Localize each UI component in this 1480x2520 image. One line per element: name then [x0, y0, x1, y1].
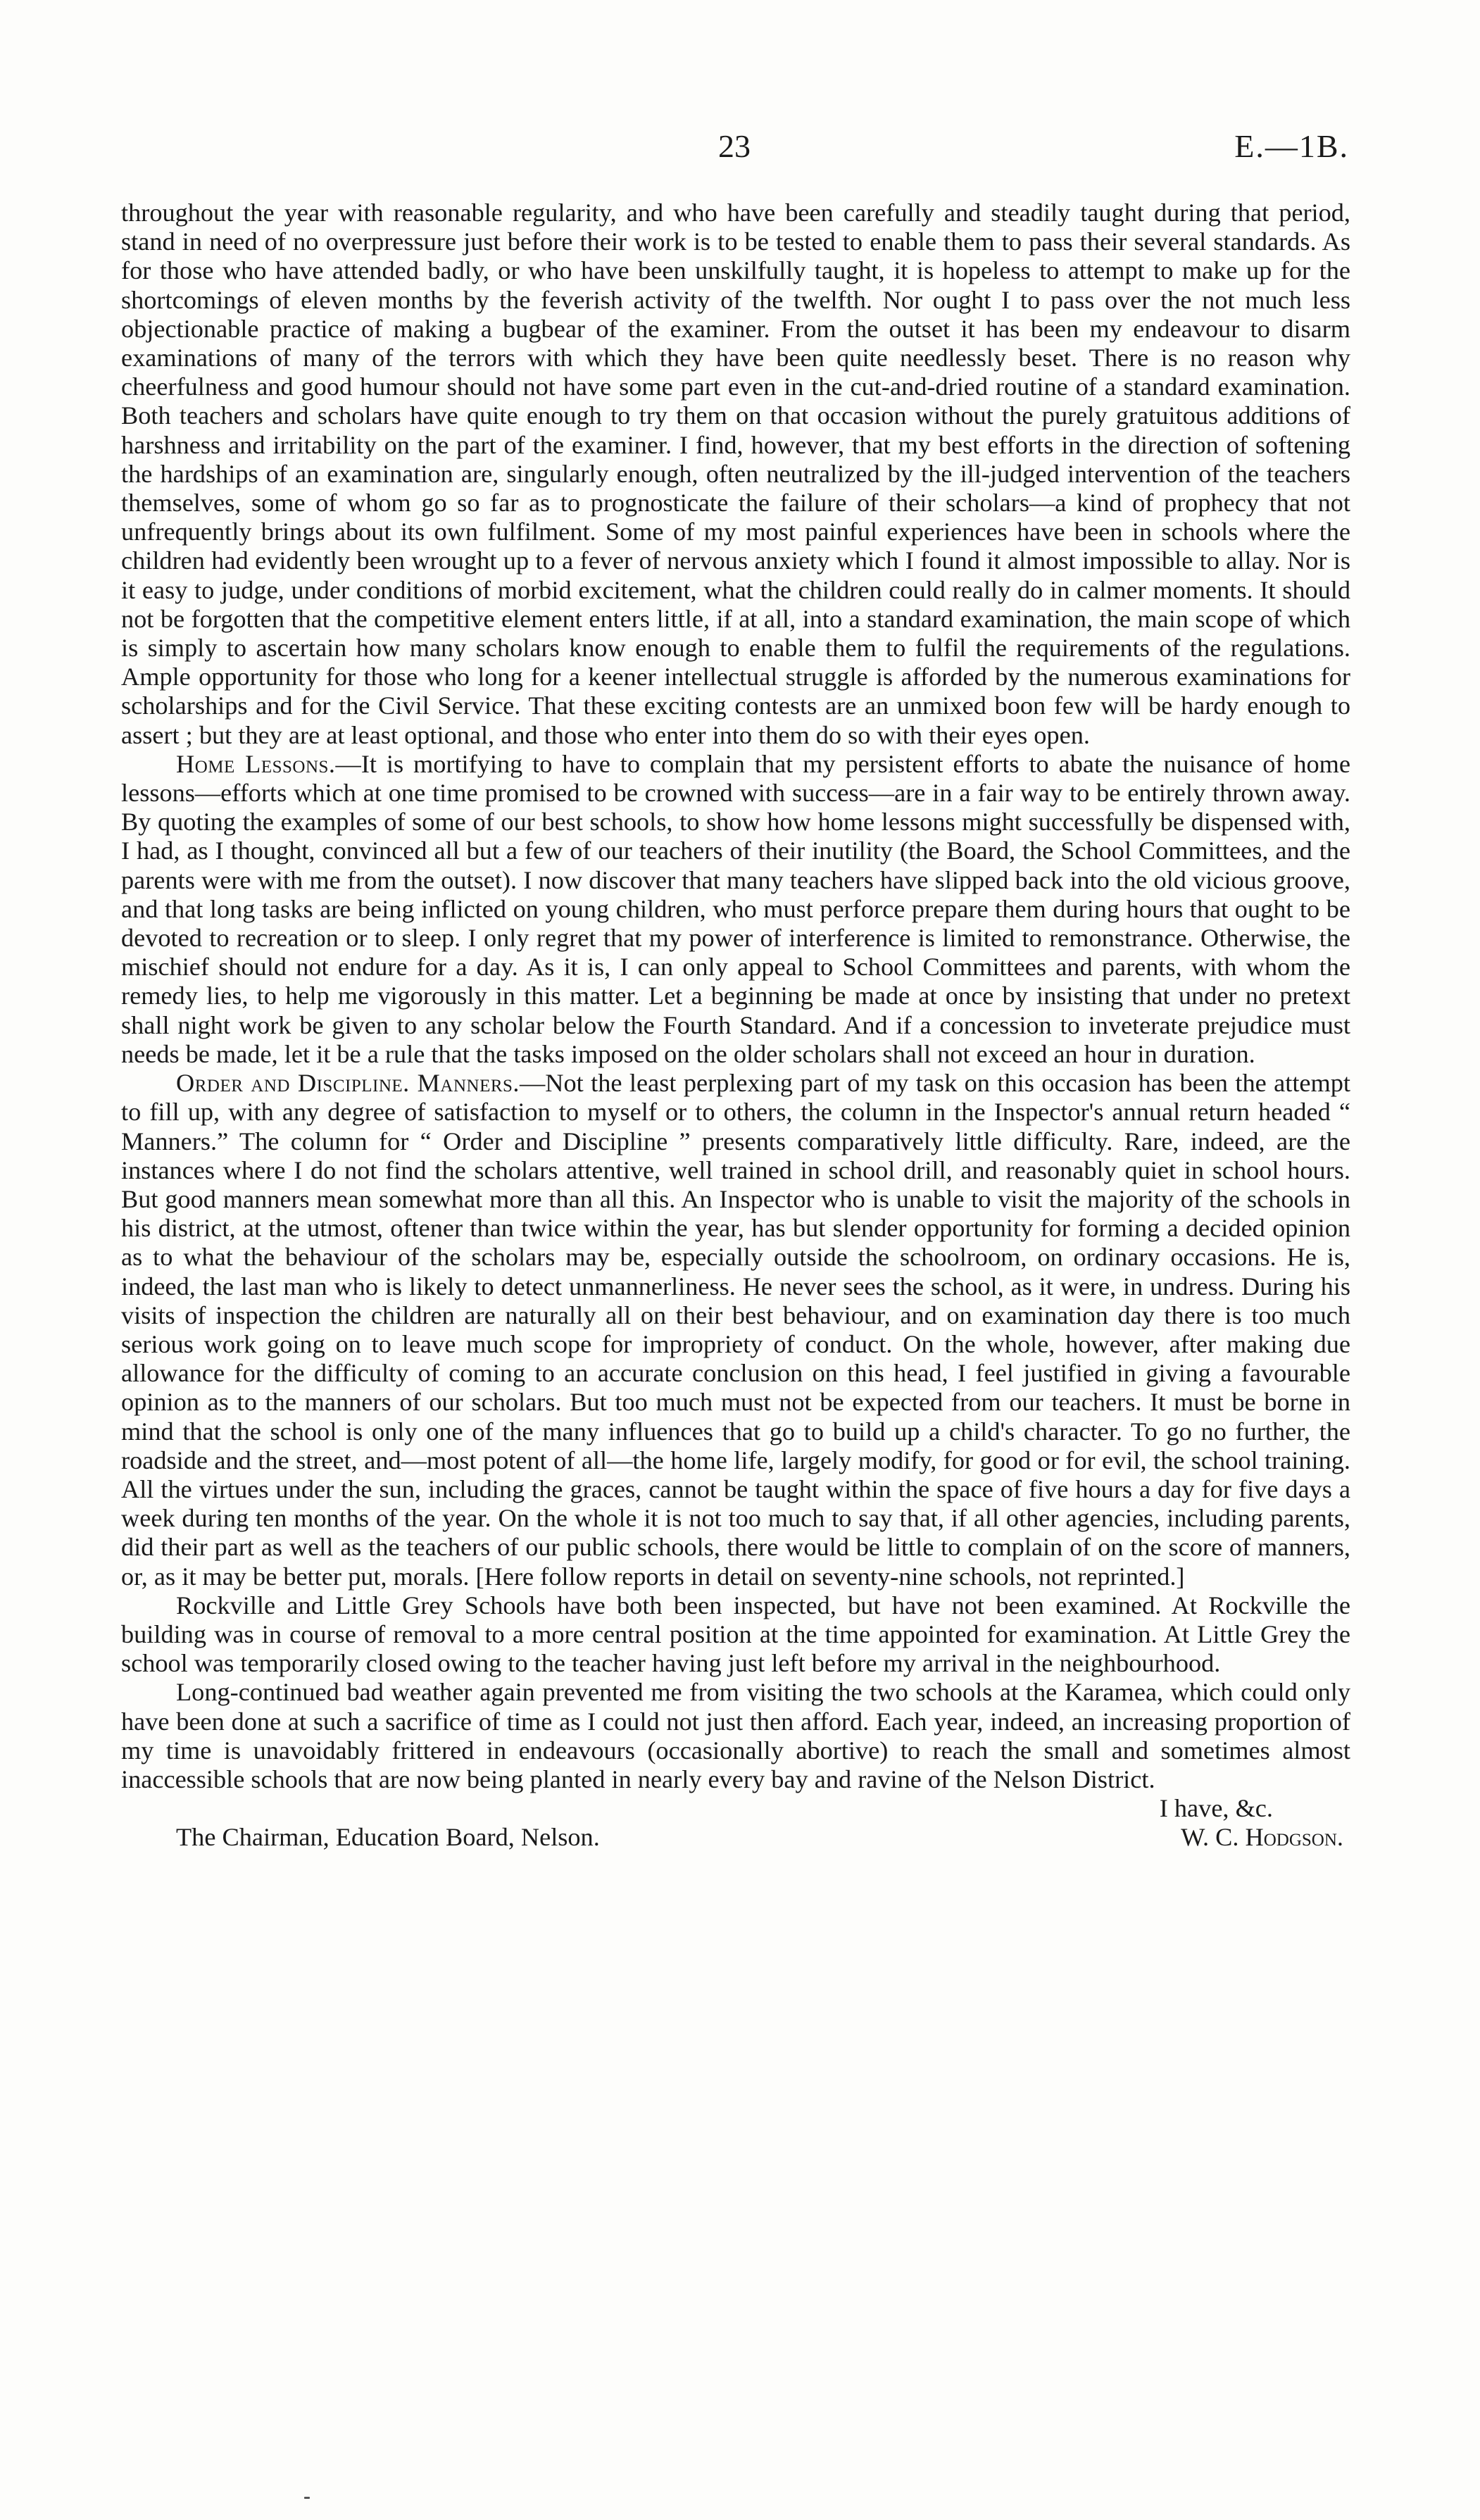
signoff-line	[121, 1823, 1350, 1852]
addressee: The Chairman, Education Board, Nelson.	[176, 1823, 600, 1852]
report-body	[121, 199, 1350, 1853]
paragraph-karamea-text: Long-continued bad weather again prevented me from visiting the two schools at the Karamea, which could only have been done at such a sacrifice of time as I could not just then afford. Each year, indeed, an increasing proportion of my time is unavoidably frittered in endeavours (occasionally abortive) to reach the small and sometimes almost inaccessible schools that are now being planted in nearly every bay and ravine of the Nelson District.	[121, 1678, 1350, 1793]
paragraph-order-discipline-text: —Not the least perplexing part of my task on this occasion has been the attempt to fill up, with any degree of satisfaction to myself or to others, the column in the Inspector's annual return headed “ Manners.” The column for “ Order and Discipline ” presents comparatively little difficulty. Rare, indeed, are the instances where I do not find the scholars attentive, well trained in school drill, and reasonably quiet in school hours. But good manners mean somewhat more than all this. An Inspector who is unable to visit the majority of the schools in his district, at the utmost, oftener than twice within the year, has but slender opportunity for forming a decided opinion as to what the behaviour of the scholars may be, especially outside the schoolroom, on ordinary occasions. He is, indeed, the last man who is likely to detect unmannerliness. He never sees the school, as it were, in undress. During his visits of inspection the children are naturally all on their best behaviour, and on examination day there is too much serious work going on to leave much scope for impropriety of conduct. On the whole, however, after making due allowance for the difficulty of coming to an accurate conclusion on this head, I feel justified in giving a favourable opinion as to the manners of our scholars. But too much must not be expected from our teachers. It must be borne in mind that the school is only one of the many influences that go to build up a child's character. To go no further, the roadside and the street, and—most potent of all—the home life, largely modify, for good or for evil, the school training. All the virtues under the sun, including the graces, cannot be taught within the space of five hours a day for five days a week during ten months of the year. On the whole it is not too much to say that, if all other agencies, including parents, did their part as well as the teachers of our public schools, there would be little to complain of on the score of manners, or, as it may be better put, morals. [Here follow reports in detail on seventy-nine schools, not reprinted.]	[121, 1069, 1350, 1591]
scan-speck	[304, 2497, 310, 2499]
page-number: 23	[718, 128, 751, 164]
document-reference: E.—1B.	[1234, 128, 1349, 164]
paragraph-home-lessons	[121, 750, 1350, 1069]
paragraph-karamea	[121, 1678, 1350, 1794]
section-heading-order-discipline: Order and Discipline. Manners.	[176, 1069, 520, 1098]
closing-line	[121, 1794, 1350, 1823]
closing-salutation: I have, &c.	[1159, 1794, 1273, 1823]
section-heading-home-lessons: Home Lessons.	[176, 749, 336, 778]
paragraph-examination: throughout the year with reasonable regularity, and who have been carefully and steadily taught during that period, stand in need of no overpressure just before their work is to be tested to enable them to pass their several standards. As for those who have attended badly, or who have been unskilfully taught, it is hopeless to attempt to make up for the shortcomings of eleven months by the feverish activity of the twelfth. Nor ought I to pass over the not much less objectionable practice of making a bugbear of the examiner. From the outset it has been my endeavour to disarm examinations of many of the terrors with which they have been quite needlessly beset. There is no reason why cheerfulness and good humour should not have some part even in the cut-and-dried routine of a standard examination. Both teachers and scholars have quite enough to try them on that occasion without the purely gratuitous additions of harshness and irritability on the part of the examiner. I find, however, that my best efforts in the direction of softening the hardships of an examination are, singularly enough, often neutralized by the ill-judged intervention of the teachers themselves, some of whom go so far as to prognosticate the failure of their scholars—a kind of prophecy that not unfrequently brings about its own fulfilment. Some of my most painful experiences have been in schools where the children had evidently been wrought up to a fever of nervous anxiety which I found it almost impossible to allay. Nor is it easy to judge, under conditions of morbid excitement, what the children could really do in calmer moments. It should not be forgotten that the competitive element enters little, if at all, into a standard examination, the main scope of which is simply to ascertain how many scholars know enough to enable them to fulfil the requirements of the regulations. Ample opportunity for those who long for a keener intellectual struggle is afforded by the numerous examinations for scholarships and for the Civil Service. That these exciting contests are an unmixed boon few will be hardy enough to assert ; but they are at least optional, and those who enter into them do so with their eyes open.	[121, 199, 1350, 749]
paragraph-home-lessons-text: —It is mortifying to have to complain that my persistent efforts to abate the nuisance of home lessons—efforts which at one time promised to be crowned with success—are in a fair way to be entirely thrown away. By quoting the examples of some of our best schools, to show how home lessons might successfully be dispensed with, I had, as I thought, convinced all but a few of our teachers of their inutility (the Board, the School Committees, and the parents were with me from the outset). I now discover that many teachers have slipped back into the old vicious groove, and that long tasks are being inflicted on young children, who must perforce prepare them during hours that ought to be devoted to recreation or to sleep. I only regret that my power of interference is limited to remonstrance. Otherwise, the mischief should not endure for a day. As it is, I can only appeal to School Committees and parents, with whom the remedy lies, to help me vigorously in this matter. Let a beginning be made at once by insisting that under no pretext shall night work be given to any scholar below the Fourth Standard. And if a concession to inveterate prejudice must needs be made, let it be a rule that the tasks imposed on the older scholars shall not exceed an hour in duration.	[121, 749, 1350, 1068]
page-header	[0, 118, 1480, 175]
paragraph-rockville: Rockville and Little Grey Schools have both been inspected, but have not been examined. At Rockville the building was in course of removal to a more central position at the time appointed for examination. At Little Grey the school was temporarily closed owing to the teacher having just left before my arrival in the neighbourhood.	[121, 1591, 1350, 1678]
paragraph-order-discipline	[121, 1069, 1350, 1591]
signature: W. C. Hodgson.	[1181, 1823, 1343, 1852]
